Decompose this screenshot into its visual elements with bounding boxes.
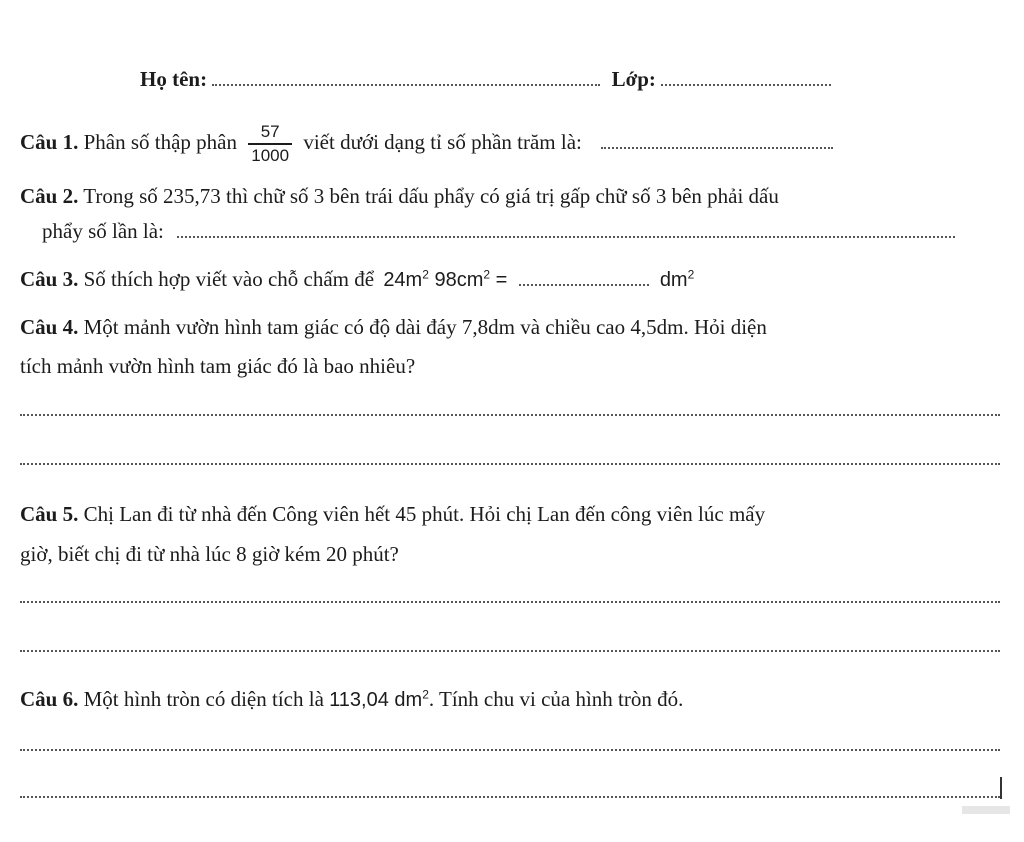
- fraction-numerator: 57: [260, 122, 280, 141]
- expr-m2: 24m: [383, 269, 423, 291]
- question-4-text-line-2: tích mảnh vườn hình tam giác đó là bao nhiêu?: [20, 354, 416, 378]
- unit-dm2: $dm^2$: [659, 267, 695, 291]
- name-blank[interactable]: [212, 83, 600, 86]
- question-2-label: Câu 2.: [20, 184, 79, 208]
- question-3-answer-blank[interactable]: [519, 283, 649, 286]
- question-1-answer-blank[interactable]: [601, 146, 833, 149]
- fraction-denominator: 1000: [248, 143, 292, 167]
- question-2-text-line-2: phẩy số lần là:: [42, 219, 164, 243]
- class-label: Lớp:: [611, 67, 656, 91]
- question-3-text: Số thích hợp viết vào chỗ chấm để: [83, 267, 375, 291]
- class-blank[interactable]: [661, 83, 831, 86]
- question-6-text-before: Một hình tròn có diện tích là: [83, 687, 324, 711]
- question-3-label: Câu 3.: [20, 267, 79, 291]
- question-4-line-1: [20, 314, 767, 340]
- page-shadow: [962, 806, 1010, 814]
- question-5-label: Câu 5.: [20, 502, 79, 526]
- question-2-text-line-1: Trong số 235,73 thì chữ số 3 bên trái dấu phẩy có giá trị gấp chữ số 3 bên phải dấu: [83, 184, 779, 208]
- question-3: [20, 266, 694, 293]
- circle-area-value: 113,04 $dm^2$: [329, 687, 429, 711]
- question-1-text-before: Phân số thập phân: [83, 129, 238, 154]
- question-1: [20, 121, 833, 167]
- question-2-line-1: [20, 183, 779, 209]
- question-4-answer-line-2[interactable]: [20, 463, 1000, 465]
- question-5-line-1: [20, 501, 765, 527]
- name-label: Họ tên:: [140, 67, 208, 91]
- question-6-text-after: . Tính chu vi của hình tròn đó.: [428, 687, 684, 711]
- text-cursor: [1000, 777, 1002, 799]
- question-2-line-2: [42, 218, 955, 244]
- question-5-text-line-1: Chị Lan đi từ nhà đến Công viên hết 45 phút. Hỏi chị Lan đến công viên lúc mấy: [83, 502, 766, 526]
- question-6-label: Câu 6.: [20, 687, 79, 711]
- question-5-answer-line-2[interactable]: [20, 650, 1000, 652]
- question-1-label: Câu 1.: [20, 129, 79, 154]
- question-5-line-2: [20, 541, 399, 567]
- question-4-label: Câu 4.: [20, 315, 79, 339]
- expr-cm2: 98cm: [434, 269, 484, 291]
- question-1-text-after: viết dưới dạng tỉ số phần trăm là:: [303, 129, 582, 154]
- question-6: [20, 686, 683, 713]
- question-2-answer-blank[interactable]: [177, 235, 955, 238]
- question-4-line-2: [20, 353, 415, 379]
- question-6-answer-line-2[interactable]: [20, 796, 1000, 798]
- equals-sign: =: [495, 269, 508, 291]
- fraction: [248, 121, 292, 167]
- question-5-answer-line-1[interactable]: [20, 601, 1000, 603]
- question-4-text-line-1: Một mảnh vườn hình tam giác có độ dài đáy 7,8dm và chiều cao 4,5dm. Hỏi diện: [83, 315, 767, 339]
- question-4-answer-line-1[interactable]: [20, 414, 1000, 416]
- header-row: [140, 66, 831, 92]
- question-5-text-line-2: giờ, biết chị đi từ nhà lúc 8 giờ kém 20 phút?: [20, 542, 399, 566]
- area-expression: $24m^2$ $98cm^2$ =: [383, 267, 508, 291]
- question-6-answer-line-1[interactable]: [20, 749, 1000, 751]
